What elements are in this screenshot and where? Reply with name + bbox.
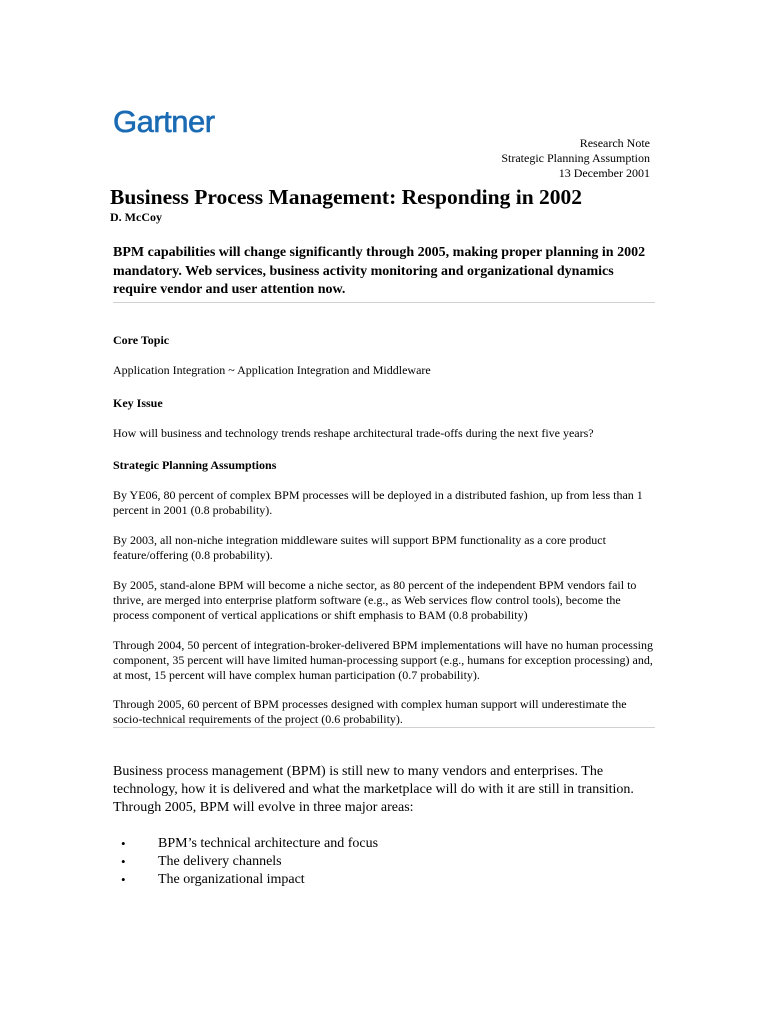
list-item-text: The organizational impact bbox=[158, 872, 305, 887]
list-item-text: The delivery channels bbox=[158, 854, 282, 869]
list-item-text: BPM’s technical architecture and focus bbox=[158, 836, 379, 851]
spa-item: By YE06, 80 percent of complex BPM processes will be deployed in a distributed fashion, up from less than 1 percent in 2001 (0.8 probability). bbox=[113, 488, 643, 517]
body-paragraph: Business process management (BPM) is still new to many vendors and enterprises. The technology, how it is delivered and what the marketplace will do with it are still in transition. Through 2005, BPM will evolve in three major areas: bbox=[113, 764, 634, 815]
key-issue-heading: Key Issue bbox=[113, 396, 163, 410]
spa-item: Through 2005, 60 percent of BPM processes designed with complex human support will underestimate the socio-technical requirements of the project (0.6 probability). bbox=[113, 697, 627, 726]
spa-item: By 2005, stand-alone BPM will become a niche sector, as 80 percent of the independent BPM vendors fail to thrive, are merged into enterprise platform software (e.g., as Web services flow control tools), become the process component of vertical applications or shift emphasis to BAM (0.8 probability) bbox=[113, 578, 637, 622]
list-item bbox=[113, 853, 653, 871]
core-topic-heading: Core Topic bbox=[113, 333, 170, 347]
key-issue-text: How will business and technology trends reshape architectural trade-offs during the next five years? bbox=[113, 426, 594, 440]
bullet-icon: • bbox=[121, 854, 126, 869]
section-divider bbox=[113, 727, 655, 728]
spa-item: By 2003, all non-niche integration middleware suites will support BPM functionality as a core product feature/offering (0.8 probability). bbox=[113, 533, 606, 562]
note-type: Research Note bbox=[579, 136, 650, 150]
bullet-icon: • bbox=[121, 836, 126, 851]
list-item bbox=[113, 871, 653, 889]
document-author: D. McCoy bbox=[110, 210, 162, 224]
document-title: Business Process Management: Responding in 2002 bbox=[110, 185, 583, 209]
note-date: 13 December 2001 bbox=[558, 166, 650, 180]
document-meta bbox=[501, 136, 650, 181]
core-topic-text: Application Integration ~ Application Integration and Middleware bbox=[113, 363, 431, 377]
bullet-icon: • bbox=[121, 872, 126, 887]
summary-paragraph: BPM capabilities will change significantly through 2005, making proper planning in 2002 mandatory. Web services, business activity monitoring and organizational dynamics require vendor and user attention now. bbox=[113, 244, 655, 303]
focus-area-list bbox=[113, 835, 653, 889]
spa-heading: Strategic Planning Assumptions bbox=[113, 458, 277, 472]
spa-item: Through 2004, 50 percent of integration-broker-delivered BPM implementations will have no human processing component, 35 percent will have limited human-processing support (e.g., humans for exception processing) and, at most, 15 percent will have complex human participation (0.7 probability). bbox=[113, 638, 653, 682]
note-category: Strategic Planning Assumption bbox=[501, 151, 650, 165]
list-item bbox=[113, 835, 653, 853]
gartner-logo: Gartner bbox=[113, 104, 215, 139]
